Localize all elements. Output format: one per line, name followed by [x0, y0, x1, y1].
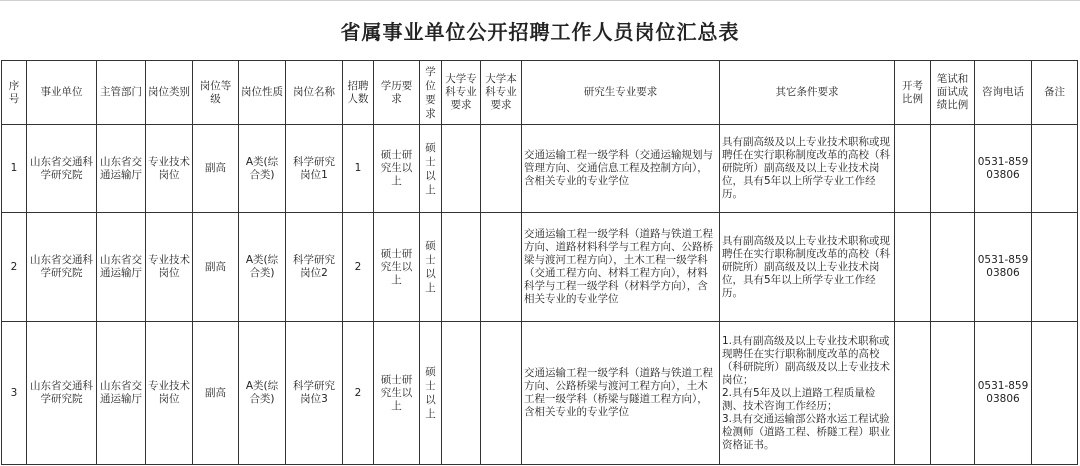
- cell-degree: [420, 213, 442, 322]
- cell-phone: 0531-85903806: [975, 125, 1032, 213]
- cell-score-ratio: [931, 125, 975, 213]
- other-line: 2.具有5年及以上道路工程质量检测、技术咨询工作经历；: [722, 386, 876, 412]
- cell-nature: A类(综合类): [239, 322, 286, 465]
- header-post-name: 岗位名称: [286, 61, 343, 125]
- cell-bachelor-major: [481, 322, 522, 465]
- cell-other: [720, 322, 895, 465]
- header-grad-major: 研究生专业要求: [522, 61, 720, 125]
- cell-category: 专业技术岗位: [146, 125, 193, 213]
- cell-remark: [1032, 125, 1078, 213]
- header-unit: 事业单位: [27, 61, 97, 125]
- header-row: [2, 61, 1078, 125]
- header-score-ratio: 笔试和面试成绩比例: [931, 61, 975, 125]
- cell-phone: 0531-85903806: [975, 213, 1032, 322]
- header-college-major: 大学专科专业要求: [442, 61, 481, 125]
- table-row: [2, 213, 1078, 322]
- cell-grade: 副高: [193, 213, 239, 322]
- cell-dept: 山东省交通运输厅: [97, 322, 146, 465]
- cell-phone: 0531-85903806: [975, 322, 1032, 465]
- cell-other: 具有副高级及以上专业技术职称或现聘任在实行职称制度改革的高校（科研院所）副高级及以上专业技术岗位，具有5年以上所学专业工作经历。: [720, 213, 895, 322]
- cell-score-ratio: [931, 213, 975, 322]
- cell-post-name: 科学研究岗位1: [286, 125, 343, 213]
- cell-score-ratio: [931, 322, 975, 465]
- cell-dept: 山东省交通运输厅: [97, 125, 146, 213]
- table-row: [2, 125, 1078, 213]
- cell-grad-major: 交通运输工程一级学科（道路与铁道工程方向、道路材料科学与工程方向、公路桥梁与渡河工程方向），土木工程一级学科（交通工程方向、材料工程方向），材料科学与工程一级学科（材料学方向），含相关专业的专业学位: [522, 213, 720, 322]
- cell-college-major: [442, 125, 481, 213]
- cell-degree: [420, 322, 442, 465]
- cell-count: 2: [343, 322, 374, 465]
- header-edu: 学历要求: [374, 61, 420, 125]
- cell-bachelor-major: [481, 125, 522, 213]
- cell-seq: 2: [2, 213, 27, 322]
- cell-exam-ratio: [895, 213, 931, 322]
- cell-degree-text: 硕士以上: [425, 141, 436, 196]
- other-line: 3.具有交通运输部公路水运工程试验检测师（道路工程、桥隧工程）职业资格证书。: [722, 412, 890, 451]
- cell-grad-major: 交通运输工程一级学科（交通运输规划与管理方向、交通信息工程及控制方向），含相关专业的专业学位: [522, 125, 720, 213]
- cell-edu: 硕士研究生以上: [374, 213, 420, 322]
- cell-edu: 硕士研究生以上: [374, 125, 420, 213]
- table-title: 省属事业单位公开招聘工作人员岗位汇总表: [340, 19, 740, 44]
- cell-exam-ratio: [895, 322, 931, 465]
- table-row: [2, 322, 1078, 465]
- cell-category: 专业技术岗位: [146, 322, 193, 465]
- cell-remark: [1032, 322, 1078, 465]
- positions-table: [1, 60, 1078, 465]
- header-bachelor-major: 大学本科专业要求: [481, 61, 522, 125]
- cell-unit: 山东省交通科学研究院: [27, 213, 97, 322]
- cell-degree-text: 硕士以上: [425, 240, 436, 294]
- cell-remark: [1032, 213, 1078, 322]
- cell-nature: A类(综合类): [239, 213, 286, 322]
- cell-bachelor-major: [481, 213, 522, 322]
- cell-college-major: [442, 322, 481, 465]
- header-degree-text: 学位要求: [425, 65, 436, 120]
- header-dept: 主管部门: [97, 61, 146, 125]
- cell-seq: 3: [2, 322, 27, 465]
- cell-grade: 副高: [193, 322, 239, 465]
- cell-nature: A类(综合类): [239, 125, 286, 213]
- header-degree: [420, 61, 442, 125]
- cell-other: 具有副高级及以上专业技术职称或现聘任在实行职称制度改革的高校（科研院所）副高级及以上专业技术岗位，具有5年以上所学专业工作经历。: [720, 125, 895, 213]
- cell-category: 专业技术岗位: [146, 213, 193, 322]
- header-other: 其它条件要求: [720, 61, 895, 125]
- cell-unit: 山东省交通科学研究院: [27, 125, 97, 213]
- cell-grade: 副高: [193, 125, 239, 213]
- other-line: 1.具有副高级及以上专业技术职称或现聘任在实行职称制度改革的高校（科研院所）副高级及以上专业技术岗位；: [722, 334, 890, 386]
- cell-seq: 1: [2, 125, 27, 213]
- header-nature: 岗位性质: [239, 61, 286, 125]
- header-seq: 序号: [2, 61, 27, 125]
- cell-degree: [420, 125, 442, 213]
- cell-degree-text: 硕士以上: [425, 366, 436, 420]
- cell-post-name: 科学研究岗位3: [286, 322, 343, 465]
- header-exam-ratio: 开考比例: [895, 61, 931, 125]
- cell-exam-ratio: [895, 125, 931, 213]
- header-remark: 备注: [1032, 61, 1078, 125]
- cell-grad-major: 交通运输工程一级学科（道路与铁道工程方向、公路桥梁与渡河工程方向），土木工程一级学科（桥梁与隧道工程方向），含相关专业的专业学位: [522, 322, 720, 465]
- header-phone: 咨询电话: [975, 61, 1032, 125]
- header-count: 招聘人数: [343, 61, 374, 125]
- cell-unit: 山东省交通科学研究院: [27, 322, 97, 465]
- header-category: 岗位类别: [146, 61, 193, 125]
- cell-edu: 硕士研究生以上: [374, 322, 420, 465]
- cell-dept: 山东省交通运输厅: [97, 213, 146, 322]
- cell-count: 2: [343, 213, 374, 322]
- cell-post-name: 科学研究岗位2: [286, 213, 343, 322]
- cell-college-major: [442, 213, 481, 322]
- cell-count: 1: [343, 125, 374, 213]
- header-grade: 岗位等级: [193, 61, 239, 125]
